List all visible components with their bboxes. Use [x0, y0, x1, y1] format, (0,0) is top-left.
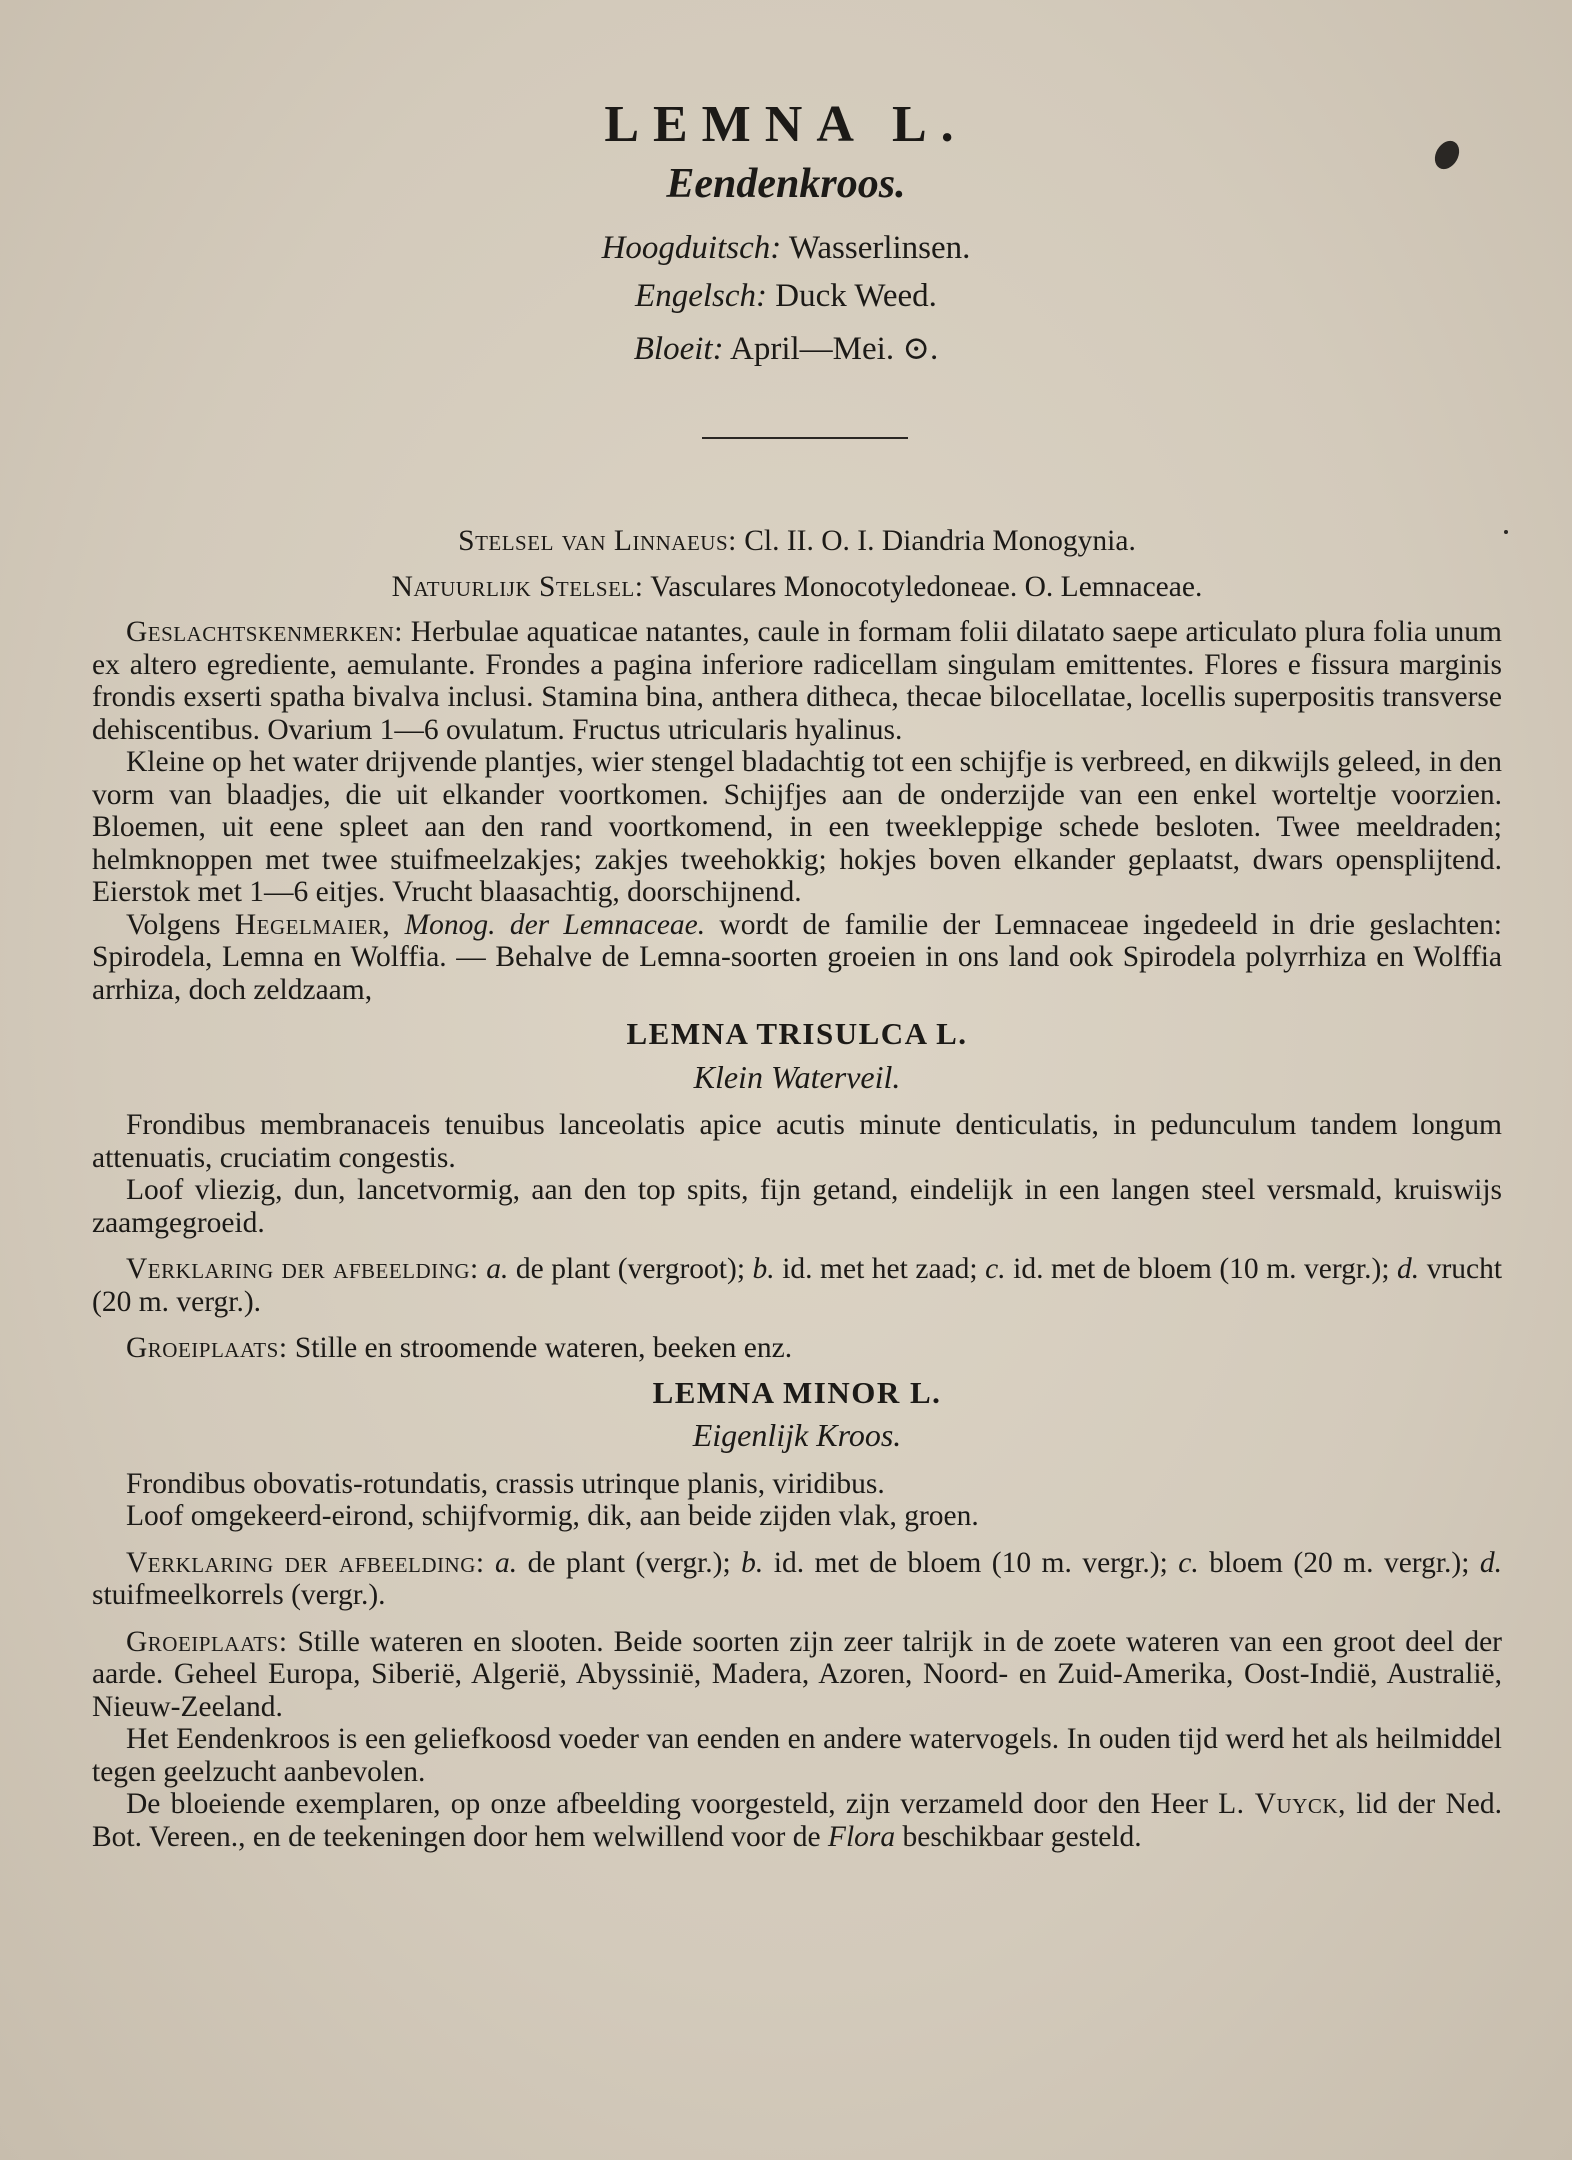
natural-value: Vasculares Monocotyledoneae. O. Lemnaceae.: [650, 570, 1203, 603]
figure-text-a: de plant (vergroot);: [515, 1253, 746, 1285]
hegel-rest: wordt de familie der Lemnaceae ingedeeld in drie geslachten: Spirodela, Lemna en Wolffia. — Behalve de Lemna-soorten groeien in ons land ook Spirodela polyrrhiza en Wolffia arrhiza, doch zeldzaam,: [92, 908, 1502, 1006]
bloom-value: April—Mei. ⊙.: [730, 331, 939, 367]
german-label: Hoogduitsch:: [601, 230, 782, 266]
genus-characters-latin-text: Herbulae aquaticae natantes, caule in formam folii dilatato saepe articulato plura folia unum ex altero egrediente, aemulante. Frondes a pagina inferiore radicellam singulam emittentes. Flores e fissura marginis frondis exserti spatha bivalva inclusi. Stamina bina, anthera ditheca, thecae bilocellatae, locellis superpositis transverse dehiscentibus. Ovarium 1—6 ovulatum. Fructus utricularis hyalinus.: [92, 616, 1502, 746]
english-value: Duck Weed.: [775, 278, 937, 314]
divider-rule: [702, 437, 908, 439]
species-2-habitat-label: Groeiplaats:: [126, 1625, 288, 1658]
credit-mid: lid der Ned. Bot. Vereen., en de teekeningen door hem welwillend voor de: [92, 1788, 1503, 1853]
german-name-line: [0, 230, 1572, 267]
hegel-lead: Volgens: [126, 908, 221, 941]
species-2-dutch: Loof omgekeerd-eirond, schijfvormig, dik, aan beide zijden vlak, groen.: [126, 1500, 979, 1532]
species-1-figure-label: Verklaring der afbeelding:: [126, 1253, 479, 1285]
species-2-latin: Frondibus obovatis-rotundatis, crassis utrinque planis, viridibus.: [126, 1467, 885, 1500]
species-2-common-name: Eigenlijk Kroos.: [692, 1417, 902, 1453]
genus-characters-label: Geslachtskenmerken:: [126, 616, 404, 648]
linnaeus-system: [92, 525, 1502, 558]
credit-name: L. Vuyck,: [1218, 1788, 1346, 1820]
species-1-habitat-label: Groeiplaats:: [126, 1332, 288, 1364]
figure-text-d: vrucht (20 m. vergr.).: [92, 1253, 1503, 1318]
figure-text-d: stuifmeelkorrels (vergr.).: [92, 1579, 386, 1611]
dutch-name: Eendenkroos.: [666, 161, 906, 207]
genus-characters-latin: [92, 616, 1502, 746]
species-2-figure-legend: [92, 1547, 1502, 1612]
figure-text-a: de plant (vergr.);: [527, 1546, 731, 1579]
german-value: Wasserlinsen.: [788, 230, 971, 266]
figure-key-d: d.: [1479, 1546, 1503, 1579]
species-1-figure-legend: [92, 1253, 1502, 1318]
figure-key-a: a.: [486, 1253, 509, 1285]
hegel-author: Hegelmaier,: [234, 908, 391, 941]
species-1-common-name: Klein Waterveil.: [693, 1058, 901, 1095]
ink-dot: [1504, 530, 1508, 534]
figure-text-b: id. met de bloem (10 m. vergr.);: [773, 1546, 1168, 1579]
main-text: [92, 525, 1502, 1853]
figure-key-d: d.: [1397, 1253, 1420, 1285]
hegel-work: Monog. der Lemnaceae.: [404, 908, 706, 941]
figure-text-c: id. met de bloem (10 m. vergr.);: [1013, 1253, 1390, 1285]
english-label: Engelsch:: [635, 278, 767, 314]
figure-key-b: b.: [752, 1253, 775, 1285]
credit-paragraph: [92, 1788, 1502, 1853]
bloom-line: [0, 328, 1572, 368]
species-1-latin: Frondibus membranaceis tenuibus lanceolatis apice acutis minute denticulatis, in pedunculum tandem longum attenuatis, cruciatim congestis.: [92, 1109, 1502, 1174]
credit-end: beschikbaar gesteld.: [902, 1820, 1142, 1853]
natural-system: [92, 571, 1502, 604]
hegelmaier-paragraph: [92, 909, 1502, 1007]
genus-characters-dutch: Kleine op het water drijvende plantjes, wier stengel bladachtig tot een schijfje is verbreed, en dikwijls geleed, in den vorm van blaadjes, die uit elkander voortkomen. Schijfjes aan de onderzijde van een enkel worteltje voorzien. Bloemen, uit eene spleet aan den rand voortkomend, in een tweekleppige schede besloten. Twee meeldraden; helmknoppen met twee stuifmeelzakjes; zakjes tweehokkig; hokjes boven elkander geplaatst, dwars opensplijtend. Eierstok met 1—6 eitjes. Vrucht blaasachtig, doorschijnend.: [92, 746, 1502, 908]
species-2-note: Het Eendenkroos is een geliefkoosd voeder van eenden en andere watervogels. In ouden tijd werd het als heilmiddel tegen geelzucht aanbevolen.: [92, 1723, 1502, 1788]
figure-text-c: bloem (20 m. vergr.);: [1209, 1546, 1470, 1579]
species-1-dutch: Loof vliezig, dun, lancetvormig, aan den top spits, fijn getand, eindelijk in een langen steel versmald, kruiswijs zaamgegroeid.: [92, 1174, 1502, 1239]
english-name-line: [0, 278, 1572, 315]
natural-label: Natuurlijk Stelsel:: [391, 570, 644, 603]
credit-lead: De bloeiende exemplaren, op onze afbeelding voorgesteld, zijn verzameld door den Heer: [126, 1788, 1208, 1820]
bloom-label: Bloeit:: [633, 331, 724, 367]
figure-key-c: c.: [1178, 1546, 1199, 1579]
species-1-habitat-text: Stille en stroomende wateren, beeken enz.: [294, 1332, 793, 1364]
genus-title: LEMNA L.: [604, 96, 968, 153]
species-1-name: LEMNA TRISULCA L.: [626, 1016, 968, 1051]
figure-key-c: c.: [985, 1253, 1006, 1285]
species-2-habitat: [92, 1626, 1502, 1724]
species-1-habitat: [92, 1332, 1502, 1365]
linnaeus-value: Cl. II. O. I. Diandria Monogynia.: [744, 525, 1136, 557]
species-2-habitat-text: Stille wateren en slooten. Beide soorten zijn zeer talrijk in de zoete wateren van een groot deel der aarde. Geheel Europa, Siberië, Algerië, Abyssinië, Madera, Azoren, Noord- en Zuid-Amerika, Oost-Indië, Australië, Nieuw-Zeeland.: [92, 1625, 1502, 1723]
species-2-figure-label: Verklaring der afbeelding:: [126, 1546, 485, 1579]
linnaeus-label: Stelsel van Linnaeus:: [458, 525, 737, 557]
figure-key-a: a.: [495, 1546, 518, 1579]
figure-text-b: id. met het zaad;: [782, 1253, 978, 1285]
species-2-name: LEMNA MINOR L.: [652, 1374, 942, 1410]
figure-key-b: b.: [741, 1546, 764, 1579]
credit-flora: Flora: [827, 1820, 896, 1853]
